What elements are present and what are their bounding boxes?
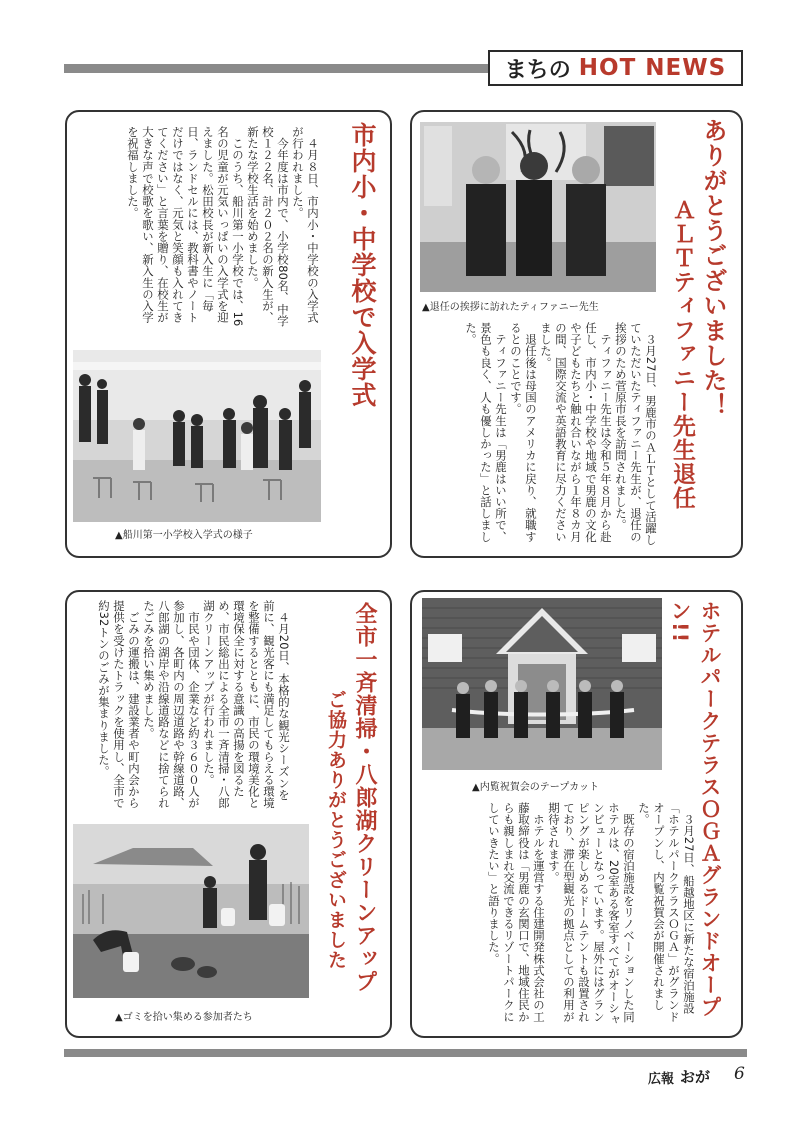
article-alt-p4: ティファニー先生は「男鹿はいい所で、景色も良く、人も優しかった」と話しました。 xyxy=(464,322,508,543)
section-header-label: まちの xyxy=(504,57,571,83)
article-alt-p3: 退任後は母国のアメリカに戻り、就職するとのことです。 xyxy=(509,322,538,543)
article-cleanup-title: 全市一斉清掃・八郎湖クリーンアップ xyxy=(352,602,377,993)
article-alt-p2: ティファニー先生は令和５年８月から赴任し、市内小・中学校や地域で男鹿の文化や子どもたちと触れ合いながら１年８カ月の間、国際交流や英語教育に尽力くださいました。 xyxy=(539,322,613,543)
article-cleanup-photo xyxy=(73,824,309,998)
article-school-p3: このうち、船川第一小学校では、16名の児童が元気いっぱいの入学式を迎えました。松田校長が新入生に「毎日、ランドセルには、教科書やノートだけではなく、元気と笑顔も入れてきてください」と言葉を贈り、在校生が大きな声で校歌を歌い、新入生の入学を祝福しました。 xyxy=(126,126,245,327)
article-alt-subtitle: ＡＬＴティファニー先生退任 xyxy=(669,198,695,510)
footer-rule xyxy=(64,1049,747,1057)
article-school-p1: ４月８日、市内小・中学校の入学式が行われました。 xyxy=(291,126,320,324)
hotel-ribbon-cutting-image xyxy=(422,598,662,770)
article-alt-caption: ▲退任の挨拶に訪れたティファニー先生 xyxy=(422,302,599,313)
article-hotel-p3: ホテルを運営する住建開発株式会社の工藤取締役は「男鹿の玄関口で、地域住民からも親しまれ交流できるリゾートパークにしていきたい」と語りました。 xyxy=(487,802,546,1023)
section-header xyxy=(488,50,743,86)
header-rule xyxy=(64,64,494,73)
article-school-body xyxy=(94,126,320,334)
article-school-title: 市内小・中学校で入学式 xyxy=(348,122,377,408)
article-cleanup-body xyxy=(73,600,291,812)
article-hotel-caption: ▲内覧祝賀会のテープカット xyxy=(472,782,599,793)
article-cleanup-subtitle: ご協力ありがとうございました xyxy=(325,690,347,970)
alt-farewell-image xyxy=(420,122,656,292)
article-cleanup-p2: 市民や団体、企業など約３６００人が参加し、各町内の周辺道路や幹線道路、八郎湖の湖岸や沿線道路などに捨てられたごみを拾い集めました。 xyxy=(142,600,201,809)
page-number: 6 xyxy=(734,1064,745,1084)
article-cleanup-p1: ４月20日、本格的な観光シーズンを前に、観光客にも満足してもらえる環境を整備するとともに、市民の環境美化と環境保全に対する意識の高揚を図るため、市民総出による全市一斉清掃・八郎湖クリーンアップが行われました。 xyxy=(202,600,291,809)
article-hotel-body xyxy=(420,802,696,1030)
article-alt-p1: ３月27日、男鹿市のＡＬＴとして活躍していただいたティファニー先生が、退任の挨拶のため菅原市長を訪問されました。 xyxy=(614,322,658,546)
article-school-p2: 今年度は市内で、小学校80名、中学校１２２名、計２０２名の新入生が、新たな学校生活を始めました。 xyxy=(246,126,290,327)
article-alt-title: ありがとうございました！ xyxy=(699,118,727,418)
article-hotel-title: ホテルパークテラスＯＧＡグランドオープン!! xyxy=(668,600,722,1018)
cleanup-image xyxy=(73,824,309,998)
article-school-caption: ▲船川第一小学校入学式の様子 xyxy=(115,530,253,541)
footer-label: 広報 xyxy=(648,1072,675,1087)
article-school-photo xyxy=(73,350,321,522)
article-hotel-p1: ３月27日、船越地区に新たな宿泊施設「ホテルパークテラスＯＧＡ」がグランドオープンし、内覧祝賀会が開催されました。 xyxy=(637,802,696,1023)
entrance-ceremony-image xyxy=(73,350,321,522)
article-cleanup-p3: ごみの運搬は、建設業者や町内会から提供を受けたトラックを使用し、全市で約32トンのごみが集まりました。 xyxy=(97,600,141,809)
article-hotel-photo xyxy=(422,598,662,770)
article-cleanup-caption: ▲ゴミを拾い集める参加者たち xyxy=(115,1012,253,1023)
article-alt-retirement xyxy=(410,110,743,558)
article-hotel xyxy=(410,590,743,1038)
section-header-hot-news: HOT NEWS xyxy=(578,55,727,81)
article-alt-body xyxy=(420,322,658,550)
article-hotel-p2: 既存の宿泊施設をリノベーションした同ホテルは、20室ある客室すべてがオーシャンビューとなっています。屋外にはグランピングが楽しめるドームテントも設置されており、滞在型観光の拠点としての利用が期待されます。 xyxy=(547,802,636,1026)
footer-publication-name: おが xyxy=(680,1068,711,1086)
article-cleanup xyxy=(65,590,392,1038)
article-alt-photo xyxy=(420,122,656,292)
article-school-entrance xyxy=(65,110,392,558)
